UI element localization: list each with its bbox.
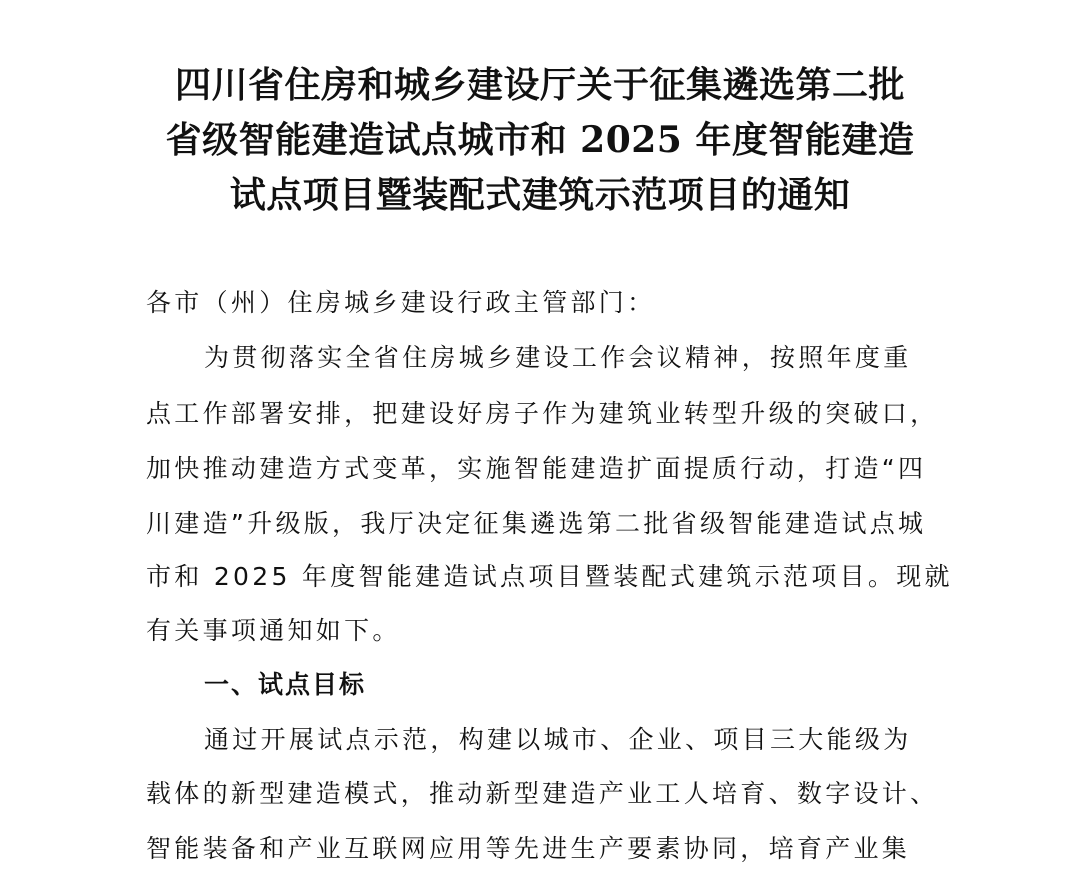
title-line-3: 试点项目暨装配式建筑示范项目的通知 [229, 174, 851, 216]
section-1-line-3: 智能装备和产业互联网应用等先进生产要素协同，培育产业集 [146, 834, 911, 863]
intro-line-6: 有关事项通知如下。 [146, 616, 401, 645]
section-1-line-2: 载体的新型建造模式，推动新型建造产业工人培育、数字设计、 [146, 779, 939, 808]
salutation: 各市（州）住房城乡建设行政主管部门： [146, 288, 656, 317]
intro-line-5: 市和 2025 年度智能建造试点项目暨装配式建筑示范项目。现就 [146, 562, 953, 591]
title-line-2: 省级智能建造试点城市和 2025 年度智能建造 [165, 119, 915, 161]
intro-line-1: 为贯彻落实全省住房城乡建设工作会议精神，按照年度重 [204, 343, 912, 372]
section-1-heading: 一、试点目标 [204, 670, 367, 699]
intro-line-4: 川建造”升级版，我厅决定征集遴选第二批省级智能建造试点城 [146, 509, 927, 538]
document-title [0, 58, 1080, 223]
section-1-line-1: 通过开展试点示范，构建以城市、企业、项目三大能级为 [204, 725, 912, 754]
title-line-1: 四川省住房和城乡建设厅关于征集遴选第二批 [174, 64, 905, 106]
intro-line-2: 点工作部署安排，把建设好房子作为建筑业转型升级的突破口， [146, 399, 939, 428]
intro-line-3: 加快推动建造方式变革，实施智能建造扩面提质行动，打造“四 [146, 454, 927, 483]
